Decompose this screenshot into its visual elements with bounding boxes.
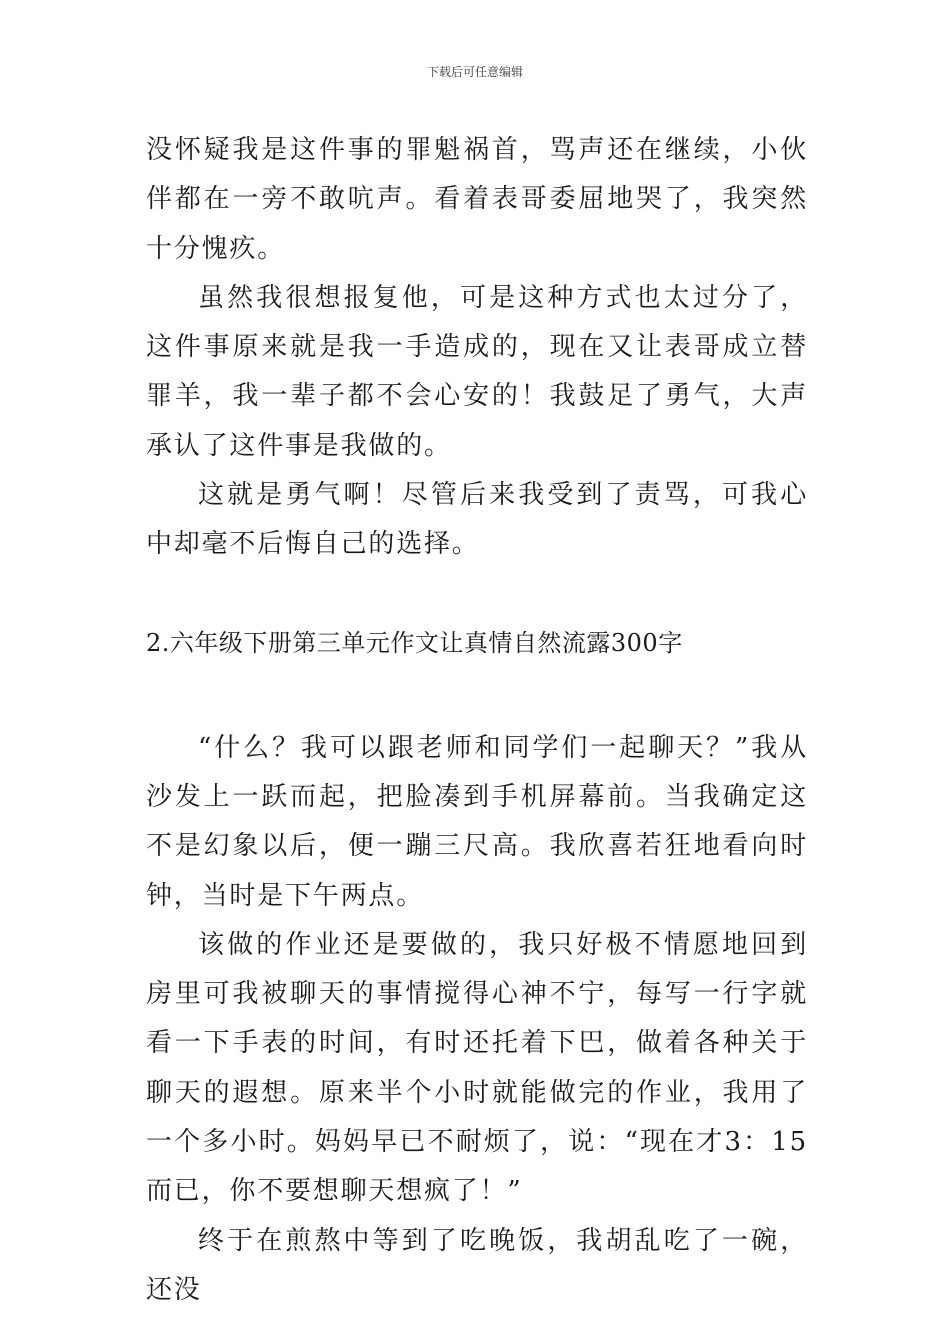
paragraph-4: “什么？我可以跟老师和同学们一起聊天？”我从沙发上一跃而起，把脸凑到手机屏幕前。当我确定这不是幻象以后，便一蹦三尺高。我欣喜若狂地看向时钟，当时是下午两点。 <box>146 732 808 911</box>
paragraph-2: 虽然我很想报复他，可是这种方式也太过分了，这件事原来就是我一手造成的，现在又让表哥成立替罪羊，我一辈子都不会心安的！我鼓足了勇气，大声承认了这件事是我做的。 <box>146 282 808 461</box>
paragraph-6: 终于在煎熬中等到了吃晚饭，我胡乱吃了一碗，还没 <box>146 1225 808 1305</box>
paragraph-5: 该做的作业还是要做的，我只好极不情愿地回到房里可我被聊天的事情搅得心神不宁，每写一行字就看一下手表的时间，有时还托着下巴，做着各种关于聊天的遐想。原来半个小时就能做完的作业，我用了一个多小时。妈妈早已不耐烦了，说：“现在才3：15而已，你不要想聊天想疯了！” <box>146 929 808 1207</box>
spacer <box>146 668 808 724</box>
document-body <box>146 126 808 1315</box>
section-heading: 2.六年级下册第三单元作文让真情自然流露300字 <box>146 628 683 657</box>
page-header: 下载后可任意编辑 <box>426 65 523 79</box>
spacer <box>146 570 808 619</box>
paragraph-3: 这就是勇气啊！尽管后来我受到了责骂，可我心中却毫不后悔自己的选择。 <box>146 480 808 560</box>
paragraph-1: 没怀疑我是这件事的罪魁祸首，骂声还在继续，小伙伴都在一旁不敢吭声。看着表哥委屈地哭了，我突然十分愧疚。 <box>146 135 808 264</box>
